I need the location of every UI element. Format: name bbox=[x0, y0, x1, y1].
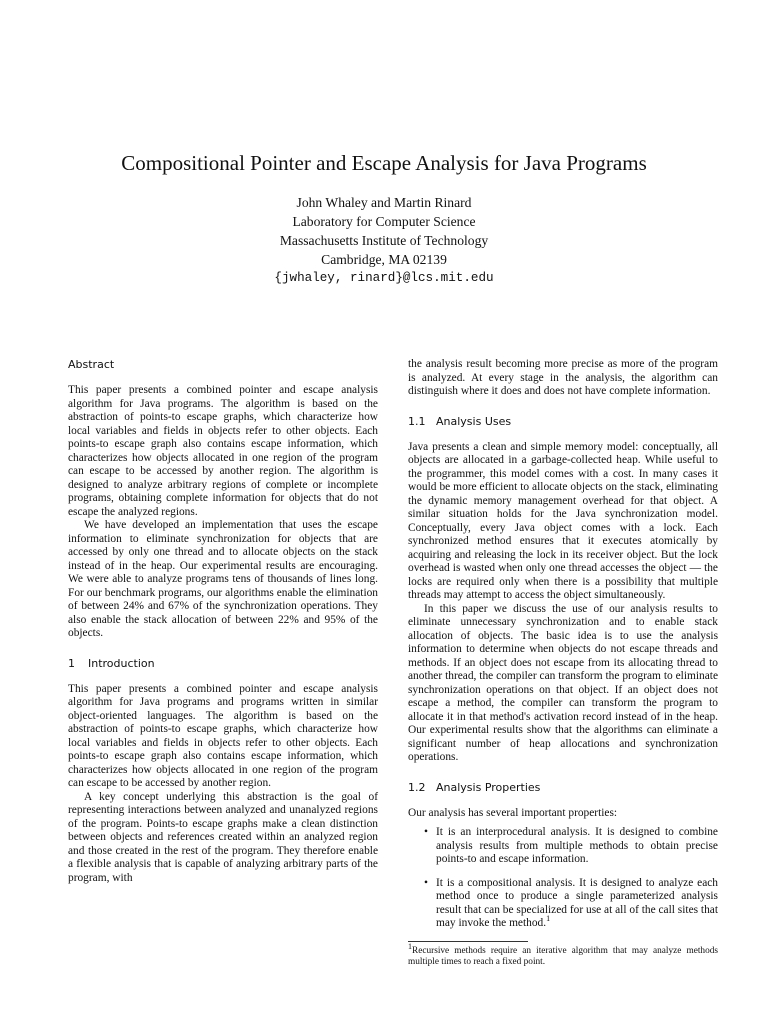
abstract-heading: Abstract bbox=[68, 358, 115, 371]
section-heading-introduction bbox=[68, 657, 378, 671]
intro-paragraph-1: This paper presents a combined pointer and escape analysis algorithm for Java programs and programs written in similar object-oriented languages. The algorithm is based on the abstraction of points-to escape graphs, which characterize how local variables and fields in objects refer to other objects. Each points-to escape graph also contains escape information, which characterizes how objects allocated in one region of the program can escape to be accessed by another region. bbox=[68, 682, 378, 789]
footnote-rule bbox=[408, 941, 528, 942]
subsection-title: Analysis Uses bbox=[436, 414, 512, 428]
footnote-text: Recursive methods require an iterative algorithm that may analyze methods multiple times to reach a fixed point. bbox=[408, 945, 718, 967]
uses-paragraph-2: In this paper we discuss the use of our analysis results to eliminate unnecessary synchronization and to enable stack allocation of objects. The basic idea is to use the analysis information to determine when objects do not escape threads and methods. If an object does not escape from its allocating thread to another thread, the compiler can transform the program to eliminate synchronization operations on that object. If an object does not escape a method, the compiler can transform the program to allocate it in that method's activation record instead of in the heap. Our experimental results show that the algorithms can eliminate a significant number of heap allocations and synchronization operations. bbox=[408, 602, 718, 763]
author-city: Cambridge, MA 02139 bbox=[321, 252, 447, 267]
author-names: John Whaley and Martin Rinard bbox=[296, 195, 472, 210]
properties-intro: Our analysis has several important properties: bbox=[408, 806, 618, 819]
subsection-title: Analysis Properties bbox=[436, 780, 541, 794]
author-email: {jwhaley, rinard}@lcs.mit.edu bbox=[274, 271, 494, 285]
footnote bbox=[408, 941, 718, 968]
subsection-number: 1.1 bbox=[408, 414, 426, 428]
section-title: Introduction bbox=[88, 656, 155, 670]
property-item: • It is a compositional analysis. It is designed to analyze each method once to produce a single parameterized analysis result that can be specialized for use at all of the call sites that may invoke the method.$^1$ bbox=[436, 877, 718, 931]
property-item: • It is an interprocedural analysis. It is designed to combine analysis results from multiple methods to obtain precise points-to and escape information. bbox=[436, 826, 718, 867]
right-column bbox=[408, 358, 718, 968]
left-column bbox=[68, 358, 378, 885]
intro-paragraph-2: A key concept underlying this abstraction is the goal of representing interactions between analyzed and unanalyzed regions of the program. Points-to escape graphs make a clean distinction between objects and references created within an analyzed region and those created in the rest of the program. They therefore enable a flexible analysis that is capable of analyzing arbitrary parts of the program, with bbox=[68, 790, 378, 884]
section-number: 1 bbox=[68, 656, 75, 670]
author-block bbox=[0, 193, 768, 288]
author-lab: Laboratory for Computer Science bbox=[292, 214, 476, 229]
intro-paragraph-2-continued: the analysis result becoming more precise as more of the program is analyzed. At every stage in the analysis, the algorithm can distinguish where it does and does not have complete information. bbox=[408, 358, 718, 397]
properties-list bbox=[408, 826, 718, 931]
uses-paragraph-1: Java presents a clean and simple memory model: conceptually, all objects are allocated in a garbage-collected heap. While useful to the programmer, this model comes with a cost. In many cases it would be more efficient to allocate objects on the stack, eliminating the dynamic memory management overhead for that object. A similar situation holds for the Java synchronization model. Conceptually, every Java object comes with a lock. Each synchronized method ensures that it executes atomically by acquiring and releasing the lock in its receiver object. But the lock overhead is wasted when only one thread accesses the object — the locks are required only when there is a possibility that multiple threads may attempt to access the object simultaneously. bbox=[408, 440, 718, 601]
footnote-reference: 1 bbox=[546, 914, 551, 924]
subsection-number: 1.2 bbox=[408, 780, 426, 794]
subsection-heading-analysis-uses bbox=[408, 415, 718, 429]
paper-title: Compositional Pointer and Escape Analysis for Java Programs bbox=[121, 151, 647, 175]
abstract-paragraph-1: This paper presents a combined pointer and escape analysis algorithm for Java programs. The algorithm is based on the abstraction of points-to escape graphs, which characterize how local variables and fields in objects refer to other objects. Each points-to escape graph also contains escape information, which characterizes how objects allocated in one region of the program can escape to be accessed by another region. The algorithm is designed to analyze arbitrary regions of complete or incomplete programs, obtaining complete information for objects that do not escape the analyzed regions. bbox=[68, 384, 378, 518]
author-institute: Massachusetts Institute of Technology bbox=[279, 233, 489, 248]
abstract-paragraph-2: We have developed an implementation that uses the escape information to eliminate synchronization for objects that are accessed by only one thread and to allocate objects on the stack instead of in the heap. Our experimental results are encouraging. We were able to analyze programs tens of thousands of lines long. For our benchmark programs, our algorithms enable the elimination of between 24% and 67% of the synchronization operations. They also enable the stack allocation of between 22% and 95% of the objects. bbox=[68, 519, 378, 639]
subsection-heading-analysis-properties bbox=[408, 781, 718, 795]
footnote-mark: 1 bbox=[408, 941, 412, 951]
